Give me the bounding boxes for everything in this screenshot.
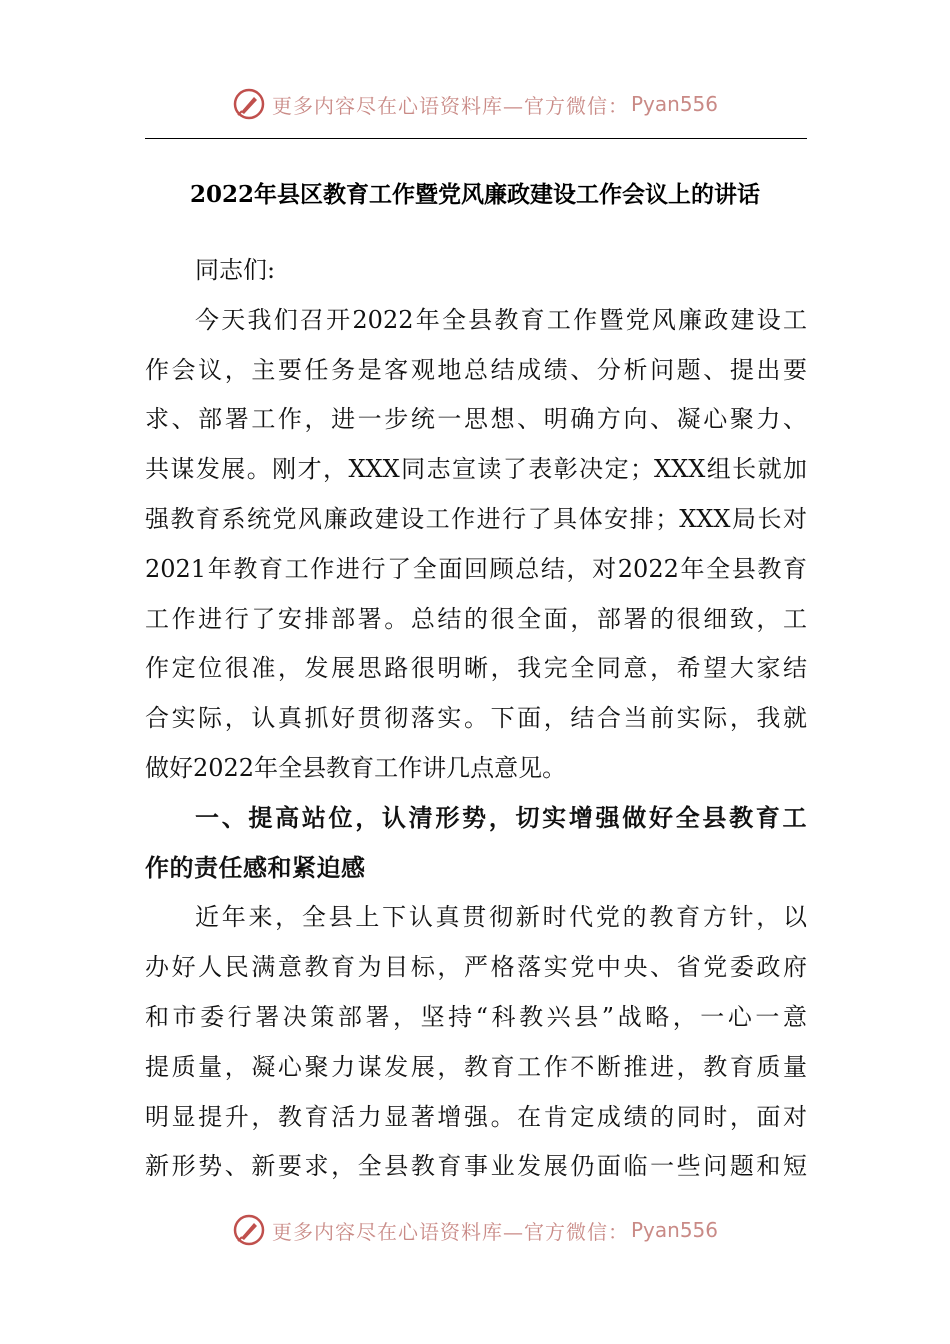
watermark-handle: Pyan556 xyxy=(630,92,718,116)
paragraph-line: 做好2022年全县教育工作讲几点意见。 xyxy=(145,753,567,782)
section-heading-line: 一、提高站位，认清形势，切实增强做好全县教育工 xyxy=(195,803,807,832)
watermark-text: 更多内容尽在心语资料库—官方微信： xyxy=(271,1219,629,1244)
paragraph-line: 新形势、新要求，全县教育事业发展仍面临一些问题和短 xyxy=(145,1152,807,1181)
paragraph-line: 明显提升，教育活力显著增强。在肯定成绩的同时，面对 xyxy=(145,1102,807,1131)
paragraph-line: 提质量，凝心聚力谋发展，教育工作不断推进，教育质量 xyxy=(145,1052,807,1081)
watermark-banner-top xyxy=(0,84,950,124)
paragraph-line: 和市委行署决策部署，坚持“科教兴县”战略，一心一意 xyxy=(145,1002,807,1031)
watermark-text: 更多内容尽在心语资料库—官方微信： xyxy=(271,93,629,118)
header-rule xyxy=(145,138,807,139)
paragraph-line: 工作进行了安排部署。总结的很全面，部署的很细致，工 xyxy=(145,604,807,633)
paragraph-line: 2021年教育工作进行了全面回顾总结，对2022年全县教育 xyxy=(145,554,807,583)
greeting: 同志们: xyxy=(195,256,276,284)
paragraph-line: 求、部署工作，进一步统一思想、明确方向、凝心聚力、 xyxy=(145,405,807,434)
paragraph-line: 办好人民满意教育为目标，严格落实党中央、省党委政府 xyxy=(145,953,807,982)
paragraph-line: 作定位很准，发展思路很明晰，我完全同意，希望大家结 xyxy=(145,654,807,683)
paragraph-line: 作会议，主要任务是客观地总结成绩、分析问题、提出要 xyxy=(145,355,807,384)
document-body xyxy=(145,246,807,1192)
pen-logo-icon xyxy=(232,1213,266,1247)
pen-logo-icon xyxy=(232,87,266,121)
document-title: 2022年县区教育工作暨党风廉政建设工作会议上的讲话 xyxy=(189,181,760,208)
section-heading-line: 作的责任感和紧迫感 xyxy=(145,853,366,882)
watermark-banner-bottom xyxy=(0,1210,950,1250)
paragraph-line: 合实际，认真抓好贯彻落实。下面，结合当前实际，我就 xyxy=(145,704,807,733)
paragraph-line: 共谋发展。刚才，XXX同志宣读了表彰决定；XXX组长就加 xyxy=(145,455,807,484)
paragraph-line: 近年来，全县上下认真贯彻新时代党的教育方针，以 xyxy=(195,903,807,932)
paragraph-line: 强教育系统党风廉政建设工作进行了具体安排；XXX局长对 xyxy=(145,504,807,533)
paragraph-line: 今天我们召开2022年全县教育工作暨党风廉政建设工 xyxy=(195,305,807,334)
watermark-handle: Pyan556 xyxy=(630,1218,718,1242)
